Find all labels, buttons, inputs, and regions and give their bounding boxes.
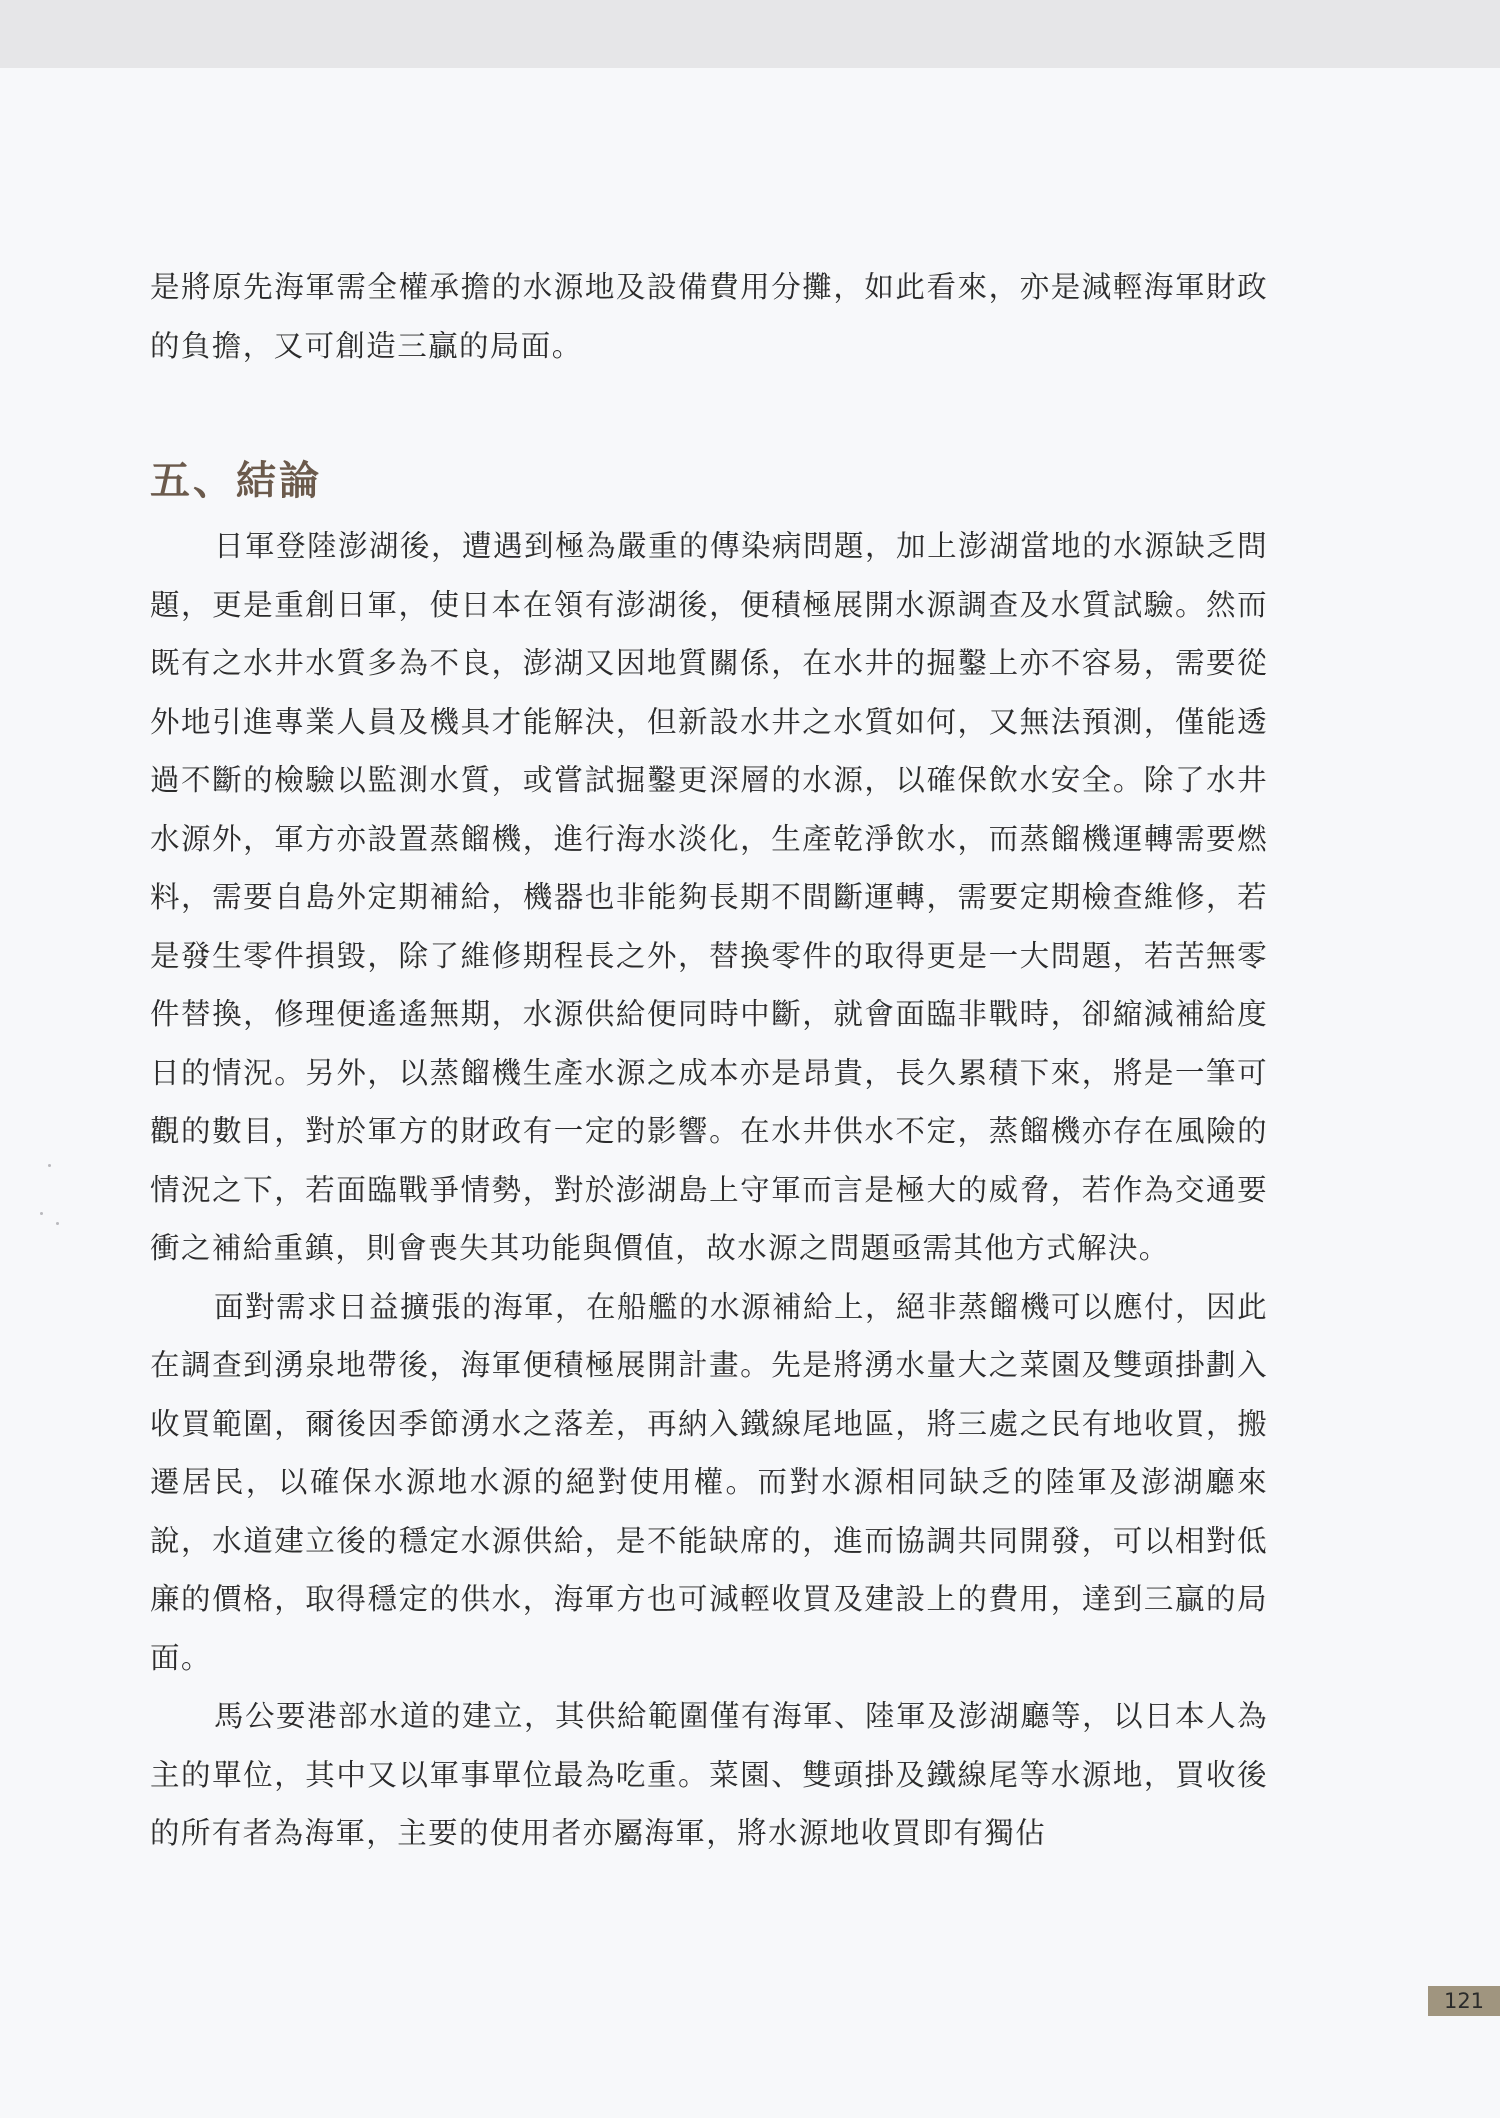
continued-paragraph: 是將原先海軍需全權承擔的水源地及設備費用分攤，如此看來，亦是減輕海軍財政的負擔，又可創造三贏的局面。 (150, 270, 1268, 363)
body-paragraph: 面對需求日益擴張的海軍，在船艦的水源補給上，絕非蒸餾機可以應付，因此在調查到湧泉地帶後，海軍便積極展開計畫。先是將湧水量大之菜園及雙頭掛劃入收買範圍，爾後因季節湧水之落差，再納入鐵線尾地區，將三處之民有地收買，搬遷居民，以確保水源地水源的絕對使用權。而對水源相同缺乏的陸軍及澎湖廳來說，水道建立後的穩定水源供給，是不能缺席的，進而協調共同開發，可以相對低廉的價格，取得穩定的供水，海軍方也可減輕收買及建設上的費用，達到三贏的局面。 (150, 1289, 1268, 1675)
scan-speck (40, 1212, 43, 1215)
body-paragraph: 馬公要港部水道的建立，其供給範圍僅有海軍、陸軍及澎湖廳等，以日本人為主的單位，其中又以軍事單位最為吃重。菜園、雙頭掛及鐵線尾等水源地，買收後的所有者為海軍，主要的使用者亦屬海軍，將水源地收買即有獨佔 (150, 1699, 1268, 1850)
scan-top-margin (0, 0, 1500, 68)
scan-speck (56, 1222, 59, 1225)
page-body (150, 258, 1268, 1863)
scan-speck (48, 1164, 51, 1167)
body-paragraph: 日軍登陸澎湖後，遭遇到極為嚴重的傳染病問題，加上澎湖當地的水源缺乏問題，更是重創日軍，使日本在領有澎湖後，便積極展開水源調查及水質試驗。然而既有之水井水質多為不良，澎湖又因地質關係，在水井的掘鑿上亦不容易，需要從外地引進專業人員及機具才能解決，但新設水井之水質如何，又無法預測，僅能透過不斷的檢驗以監測水質，或嘗試掘鑿更深層的水源，以確保飲水安全。除了水井水源外，軍方亦設置蒸餾機，進行海水淡化，生產乾淨飲水，而蒸餾機運轉需要燃料，需要自島外定期補給，機器也非能夠長期不間斷運轉，需要定期檢查維修，若是發生零件損毀，除了維修期程長之外，替換零件的取得更是一大問題，若苦無零件替換，修理便遙遙無期，水源供給便同時中斷，就會面臨非戰時，卻縮減補給度日的情況。另外，以蒸餾機生產水源之成本亦是昂貴，長久累積下來，將是一筆可觀的數目，對於軍方的財政有一定的影響。在水井供水不定，蒸餾機亦存在風險的情況之下，若面臨戰爭情勢，對於澎湖島上守軍而言是極大的威脅，若作為交通要衝之補給重鎮，則會喪失其功能與價值，故水源之問題亟需其他方式解決。 (150, 529, 1268, 1265)
page-number-tab: 121 (1428, 1986, 1500, 2016)
section-heading: 五、結論 (150, 458, 322, 504)
